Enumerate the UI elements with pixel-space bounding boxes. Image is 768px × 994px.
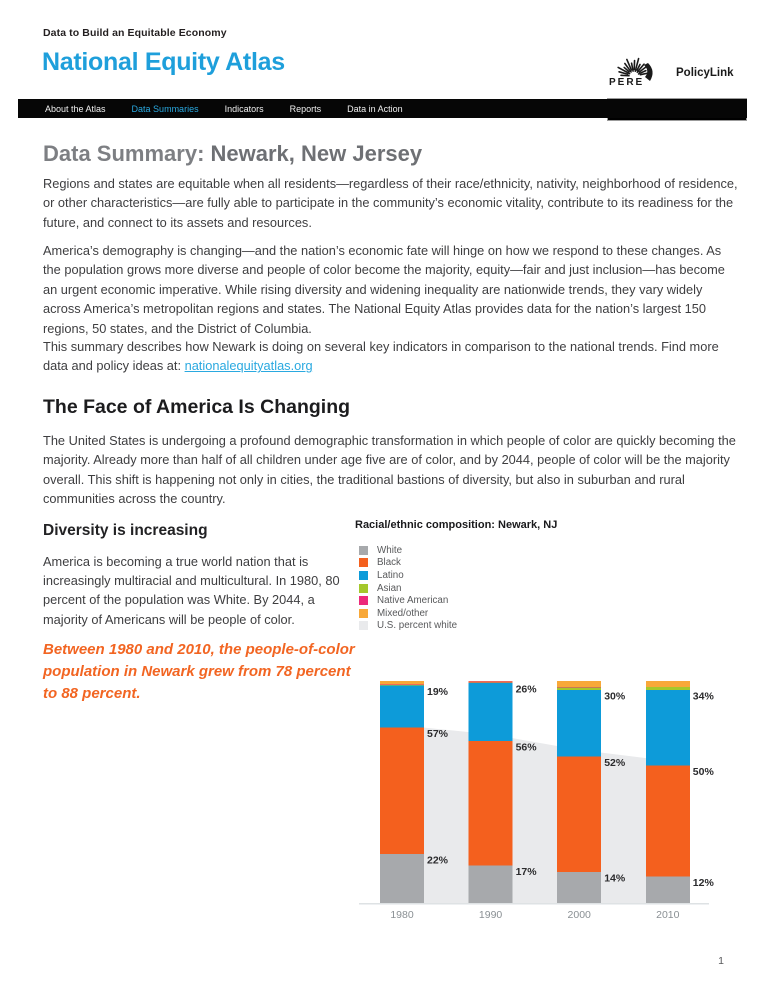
legend-label: Asian	[377, 582, 402, 594]
bar-value-label: 57%	[427, 728, 449, 741]
bar-value-label: 26%	[515, 683, 537, 696]
legend-item	[359, 569, 457, 582]
legend-label: Native American	[377, 595, 449, 607]
legend-label: Mixed/other	[377, 607, 429, 619]
main-nav	[18, 99, 747, 118]
bar-value-label: 22%	[427, 854, 449, 867]
bar-segment-mixed-other	[380, 681, 424, 685]
legend-item	[359, 620, 457, 633]
x-axis-tick-label: 2000	[567, 909, 591, 921]
bar-segment-white	[380, 854, 424, 903]
bar-segment-native-american	[469, 682, 513, 683]
section-paragraph: The United States is undergoing a profound demographic transformation in which people of color are quickly becoming the majority. Already more than half of all children under age five are of color, and by 2044, people of color will be the majority overall. This shift is happening not only in cities, the traditional bastions of diversity, but also in suburban and rural communities across the country.	[43, 433, 736, 507]
bar-segment-black	[557, 756, 601, 871]
x-axis-tick-label: 1980	[390, 909, 414, 921]
bar-segment-mixed-other	[557, 681, 601, 687]
pere-logo-icon	[604, 55, 666, 93]
legend-item	[359, 557, 457, 570]
page-number: 1	[718, 955, 724, 967]
page-title-region: Newark, New Jersey	[210, 141, 423, 166]
legend-label: White	[377, 544, 403, 556]
nav-item-about-the-atlas[interactable]: About the Atlas	[45, 103, 106, 114]
stacked-bar-chart	[355, 648, 743, 928]
bar-segment-latino	[380, 685, 424, 727]
atlas-website-link[interactable]: nationalequityatlas.org	[184, 358, 313, 374]
legend-item	[359, 582, 457, 595]
legend-item	[359, 544, 457, 557]
bar-segment-mixed-other	[646, 681, 690, 687]
bar-value-label: 56%	[515, 741, 537, 754]
legend-swatch	[359, 558, 368, 567]
page-title-prefix: Data Summary:	[43, 141, 211, 166]
x-axis-tick-label: 1990	[478, 909, 503, 921]
bar-segment-white	[469, 865, 513, 903]
bar-value-label: 52%	[604, 756, 626, 769]
bar-value-label: 14%	[604, 872, 626, 885]
intro-paragraph-3-text: This summary describes how Newark is doing on several key indicators in comparison to the national trends. Find more data and policy ideas at:	[43, 339, 719, 374]
legend-swatch	[359, 584, 368, 593]
chart-title: Racial/ethnic composition: Newark, NJ	[355, 519, 558, 531]
bar-segment-asian	[557, 688, 601, 690]
x-axis-tick-label: 2010	[656, 909, 680, 921]
nav-item-data-summaries[interactable]: Data Summaries	[131, 103, 199, 114]
policylink-logo: PolicyLink	[676, 67, 734, 79]
nav-item-reports[interactable]: Reports	[289, 103, 322, 114]
legend-swatch	[359, 596, 368, 605]
subsection-heading: Diversity is increasing	[43, 522, 208, 539]
bar-value-label: 17%	[515, 865, 537, 878]
header-tagline: Data to Build an Equitable Economy	[43, 27, 227, 39]
bar-segment-mixed-other	[469, 681, 513, 682]
bar-segment-black	[646, 765, 690, 876]
pere-swoosh	[644, 63, 653, 81]
bar-value-label: 30%	[604, 690, 626, 703]
section-heading: The Face of America Is Changing	[43, 396, 351, 418]
intro-paragraph-1: Regions and states are equitable when all residents—regardless of their race/ethnicity, nativity, neighborhood of residence, or other characteristics—are fully able to participate in the community’s economic vitality, contribute to its readiness for the future, and connect to its assets and resources.	[43, 176, 738, 230]
bar-value-label: 50%	[692, 765, 714, 778]
legend-swatch	[359, 546, 368, 555]
legend-label: Latino	[377, 569, 404, 581]
bar-segment-black	[380, 728, 424, 855]
bar-segment-black	[469, 741, 513, 865]
bar-value-label: 19%	[427, 685, 449, 698]
legend-item	[359, 607, 457, 620]
nav-item-data-in-action[interactable]: Data in Action	[347, 103, 403, 114]
bar-segment-white	[557, 872, 601, 903]
legend-swatch	[359, 621, 368, 630]
intro-paragraph-3	[43, 337, 738, 376]
pere-logo-text: PERE	[609, 77, 645, 88]
legend-swatch	[359, 609, 368, 618]
nav-item-indicators[interactable]: Indicators	[224, 103, 264, 114]
bar-value-label: 34%	[692, 690, 714, 703]
chart-legend	[359, 544, 457, 632]
subsection-paragraph: America is becoming a true world nation that is increasingly multiracial and multicultural. In 1980, 80 percent of the population was White. By 2044, a majority of Americans will be people of color.	[43, 554, 340, 627]
bar-value-label: 12%	[692, 876, 714, 889]
brand-title: National Equity Atlas	[42, 48, 285, 76]
pullquote: Between 1980 and 2010, the people-of-color population in Newark grew from 78 percent to 88 percent.	[43, 641, 355, 702]
bar-segment-latino	[557, 690, 601, 757]
bar-segment-latino	[469, 683, 513, 741]
bar-segment-latino	[646, 690, 690, 765]
legend-label: Black	[377, 557, 401, 569]
bar-segment-white	[646, 876, 690, 903]
page-title	[43, 141, 422, 167]
bar-segment-asian	[469, 682, 513, 683]
legend-item	[359, 594, 457, 607]
legend-swatch	[359, 571, 368, 580]
legend-label: U.S. percent white	[377, 620, 458, 632]
bar-segment-asian	[646, 687, 690, 690]
intro-paragraph-2: America’s demography is changing—and the nation’s economic fate will hinge on how we respond to these changes. As the population grows more diverse and people of color become the majority, equity—fair and just inclusion—has become an urgent economic imperative. While rising diversity and widening inequality are nationwide trends, they vary widely across America’s metropolitan regions and states. The National Equity Atlas provides data for the nation’s largest 150 regions, 50 states, and the District of Columbia.	[43, 243, 725, 336]
